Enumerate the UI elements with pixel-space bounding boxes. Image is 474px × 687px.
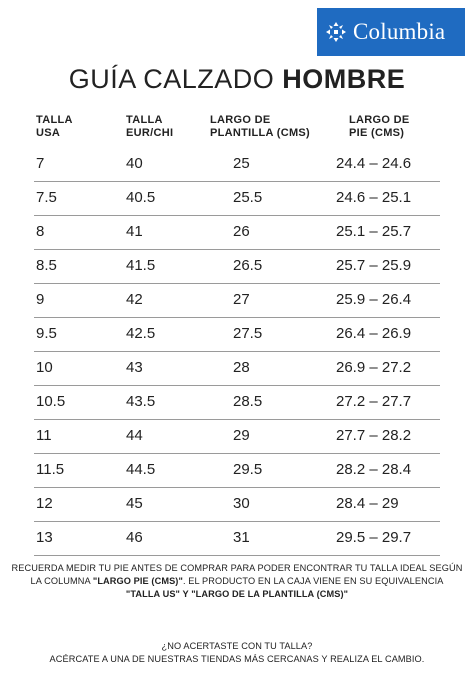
table-header bbox=[0, 114, 474, 150]
table-row bbox=[34, 454, 440, 488]
header-largo-plantilla: LARGO DE PLANTILLA (CMS) bbox=[210, 114, 311, 139]
talla-usa-cell: 11.5 bbox=[36, 461, 65, 478]
table-row bbox=[34, 250, 440, 284]
talla-usa-cell: 8 bbox=[36, 223, 45, 240]
table-row bbox=[34, 352, 440, 386]
table-row bbox=[34, 318, 440, 352]
talla-eur-cell: 44 bbox=[126, 427, 143, 444]
size-table bbox=[34, 148, 440, 556]
largo-pie-cell: 25.9 – 26.4 bbox=[336, 291, 412, 308]
talla-usa-cell: 7.5 bbox=[36, 189, 57, 206]
brand-name: Columbia bbox=[353, 19, 446, 44]
talla-eur-cell: 41.5 bbox=[126, 257, 156, 274]
table-row bbox=[34, 386, 440, 420]
largo-plantilla-cell: 29.5 bbox=[233, 461, 263, 478]
largo-pie-cell: 26.9 – 27.2 bbox=[336, 359, 412, 376]
talla-usa-cell: 10.5 bbox=[36, 393, 66, 410]
largo-plantilla-cell: 28 bbox=[233, 359, 250, 376]
largo-pie-cell: 27.2 – 27.7 bbox=[336, 393, 412, 410]
largo-pie-cell: 29.5 – 29.7 bbox=[336, 529, 412, 546]
talla-eur-cell: 43.5 bbox=[126, 393, 156, 410]
columbia-diamond-icon bbox=[325, 21, 347, 43]
exchange-note: ¿NO ACERTASTE CON TU TALLA? ACÉRCATE A UNA DE NUESTRAS TIENDAS MÁS CERCANAS Y REALIZA EL CAMBIO. bbox=[49, 641, 425, 664]
talla-eur-cell: 40 bbox=[126, 155, 143, 172]
talla-eur-cell: 44.5 bbox=[126, 461, 156, 478]
table-row bbox=[34, 182, 440, 216]
talla-eur-cell: 45 bbox=[126, 495, 143, 512]
table-row bbox=[34, 420, 440, 454]
table-row bbox=[34, 216, 440, 250]
table-row bbox=[34, 522, 440, 556]
talla-usa-cell: 9.5 bbox=[36, 325, 57, 342]
columbia-logo bbox=[317, 8, 465, 56]
largo-plantilla-cell: 27.5 bbox=[233, 325, 263, 342]
talla-usa-cell: 7 bbox=[36, 155, 45, 172]
largo-pie-cell: 25.7 – 25.9 bbox=[336, 257, 412, 274]
largo-plantilla-cell: 26.5 bbox=[233, 257, 263, 274]
largo-pie-cell: 28.4 – 29 bbox=[336, 495, 399, 512]
talla-eur-cell: 42 bbox=[126, 291, 143, 308]
table-row bbox=[34, 488, 440, 522]
measure-note: RECUERDA MEDIR TU PIE ANTES DE COMPRAR PARA PODER ENCONTRAR TU TALLA IDEAL SEGÚN LA COLUMNA "LARGO PIE (CMS)". EL PRODUCTO EN LA CAJA VIENE EN SU EQUIVALENCIA "TALLA US" Y "LARGO DE LA PLANTILLA (CMS)" bbox=[11, 563, 463, 599]
largo-pie-cell: 26.4 – 26.9 bbox=[336, 325, 412, 342]
largo-pie-cell: 27.7 – 28.2 bbox=[336, 427, 412, 444]
largo-plantilla-cell: 25 bbox=[233, 155, 250, 172]
largo-pie-cell: 24.4 – 24.6 bbox=[336, 155, 412, 172]
talla-usa-cell: 9 bbox=[36, 291, 45, 308]
largo-pie-cell: 28.2 – 28.4 bbox=[336, 461, 412, 478]
title-bold: HOMBRE bbox=[282, 64, 406, 94]
talla-eur-cell: 40.5 bbox=[126, 189, 156, 206]
largo-plantilla-cell: 31 bbox=[233, 529, 250, 546]
table-row bbox=[34, 284, 440, 318]
largo-plantilla-cell: 26 bbox=[233, 223, 250, 240]
largo-plantilla-cell: 30 bbox=[233, 495, 250, 512]
largo-plantilla-cell: 28.5 bbox=[233, 393, 263, 410]
talla-eur-cell: 41 bbox=[126, 223, 143, 240]
largo-pie-cell: 25.1 – 25.7 bbox=[336, 223, 412, 240]
header-largo-pie: LARGO DE PIE (CMS) bbox=[349, 114, 410, 139]
talla-eur-cell: 42.5 bbox=[126, 325, 156, 342]
talla-usa-cell: 11 bbox=[36, 427, 52, 444]
talla-usa-cell: 8.5 bbox=[36, 257, 57, 274]
largo-pie-cell: 24.6 – 25.1 bbox=[336, 189, 412, 206]
talla-usa-cell: 13 bbox=[36, 529, 53, 546]
header-talla-eur: TALLA EUR/CHI bbox=[126, 114, 174, 139]
page-title bbox=[0, 64, 474, 95]
largo-plantilla-cell: 25.5 bbox=[233, 189, 263, 206]
talla-usa-cell: 10 bbox=[36, 359, 53, 376]
talla-eur-cell: 43 bbox=[126, 359, 143, 376]
title-regular: GUÍA CALZADO bbox=[68, 64, 275, 94]
header-talla-usa: TALLA USA bbox=[36, 114, 73, 139]
talla-eur-cell: 46 bbox=[126, 529, 143, 546]
table-row bbox=[34, 148, 440, 182]
largo-plantilla-cell: 27 bbox=[233, 291, 250, 308]
largo-plantilla-cell: 29 bbox=[233, 427, 250, 444]
talla-usa-cell: 12 bbox=[36, 495, 53, 512]
